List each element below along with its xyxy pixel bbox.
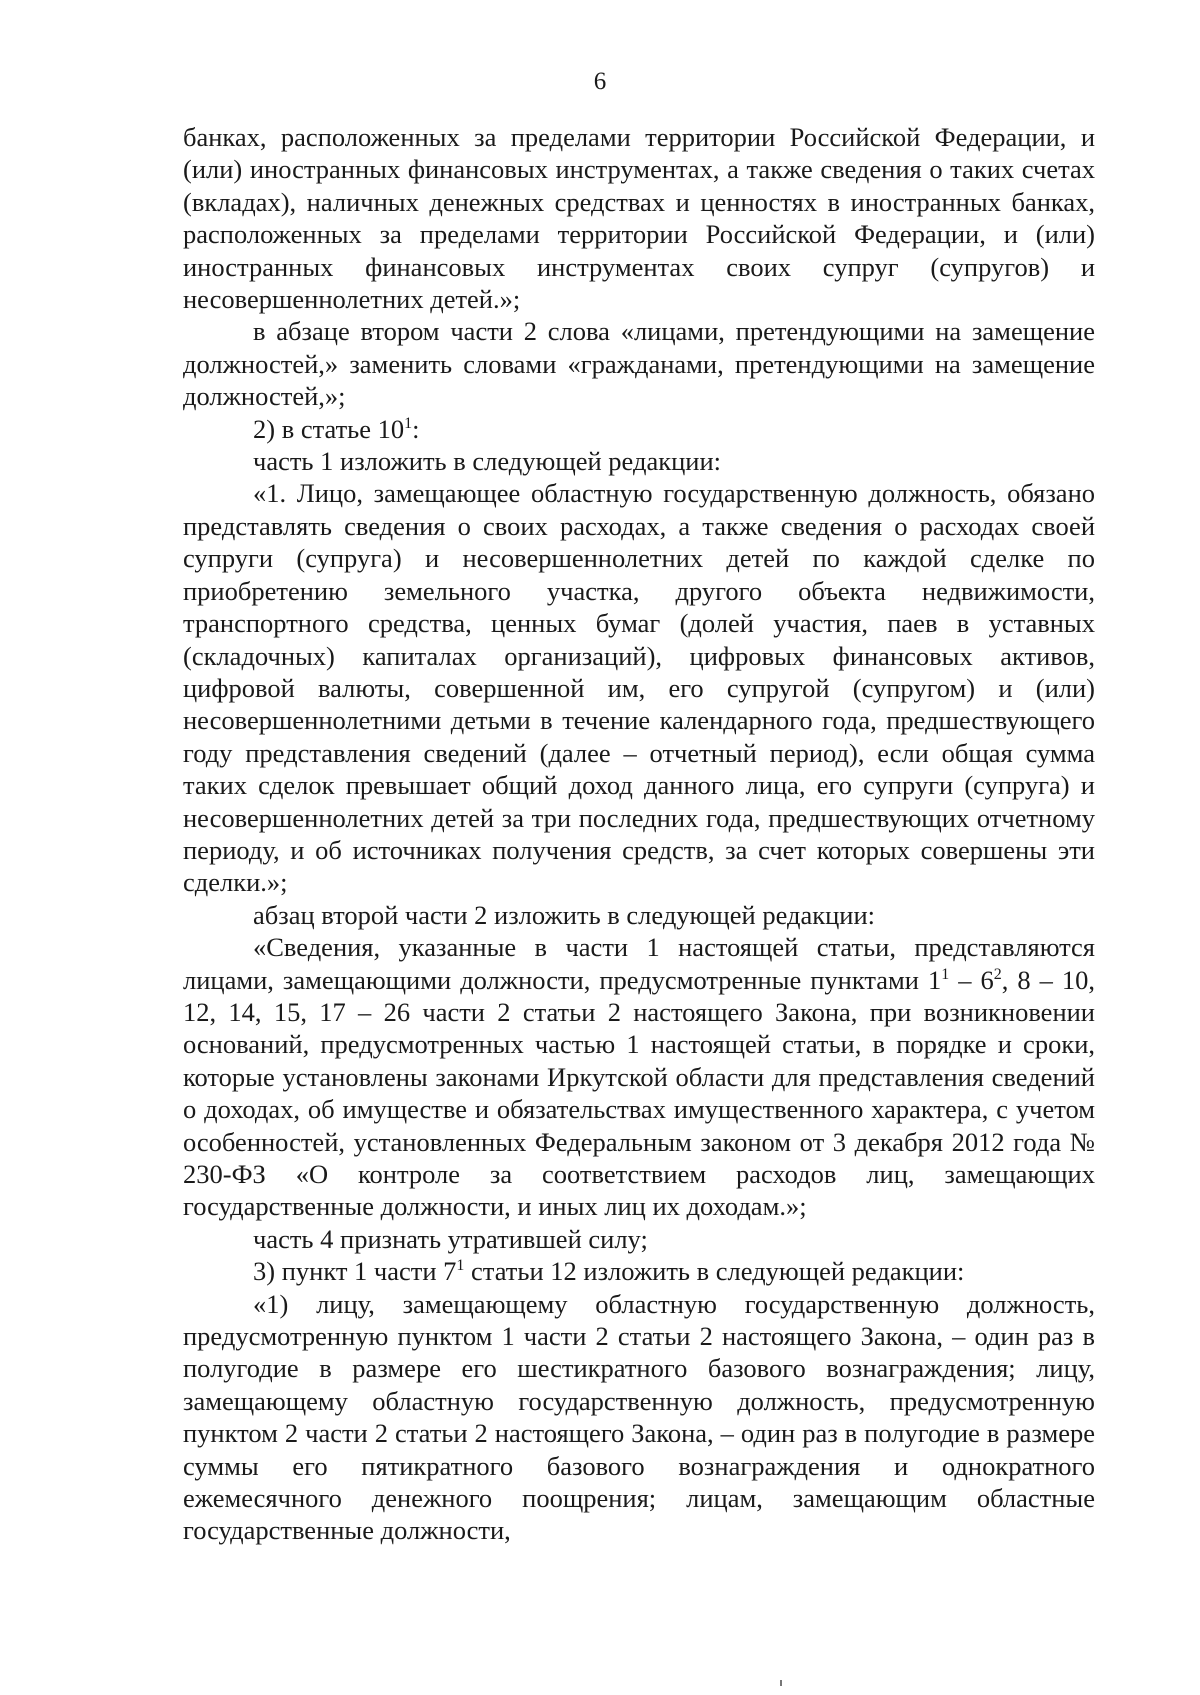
superscript: 1 xyxy=(404,414,413,432)
superscript: 2 xyxy=(993,965,1002,983)
paragraph-part2-text xyxy=(183,931,1095,1223)
part2-text-c: , 8 – 10, 12, 14, 15, 17 – 26 части 2 статьи 2 настоящего Закона, при возникновении оснований, предусмотренных частью 1 настоящей статьи, в порядке и сроки, которые установлены законами Иркутской области для представления сведений о доходах, об имуществе и обязательствах имущественного характера, с учетом особенностей, установленных Федеральным законом от 3 декабря 2012 года № 230-ФЗ «О контроле за соответствием расходов лиц, замещающих государственные должности, и иных лиц их доходам.»; xyxy=(183,964,1096,1222)
paragraph-article-12 xyxy=(183,1255,1095,1287)
article12-text-a: 3) пункт 1 части 7 xyxy=(253,1256,457,1287)
paragraph-article-10-1 xyxy=(183,413,1095,445)
paragraph-amendment-part2: в абзаце втором части 2 слова «лицами, претендующими на замещение должностей,» заменить словами «гражданами, претендующими на замещение должностей,»; xyxy=(183,316,1095,412)
document-body xyxy=(183,121,1095,1547)
page-number: 6 xyxy=(593,68,607,95)
article12-text-b: статьи 12 изложить в следующей редакции: xyxy=(464,1256,965,1287)
paragraph-part1-instruction: часть 1 изложить в следующей редакции: xyxy=(253,446,721,477)
superscript: 1 xyxy=(456,1257,465,1275)
paragraph-continuation: банках, расположенных за пределами территории Российской Федерации, и (или) иностранных финансовых инструментах, а также сведения о таких счетах (вкладах), наличных денежных средствах и ценностях в иностранных банках, расположенных за пределами территории Российской Федерации, и (или) иностранных финансовых инструментах своих супруг (супругов) и несовершеннолетних детей.»; xyxy=(183,122,1095,315)
superscript: 1 xyxy=(941,965,950,983)
part2-text-a: «Сведения, указанные в части 1 настоящей статьи, представляются лицами, замещающими должности, предусмотренные пунктами 1 xyxy=(183,932,1095,995)
article-ref-text: 2) в статье 10 xyxy=(253,413,405,444)
paragraph-part1-text: «1. Лицо, замещающее областную государственную должность, обязано представлять сведения о своих расходах, а также сведения о расходах своей супруги (супруга) и несовершеннолетних детей по каждой сделке по приобретению земельного участка, другого объекта недвижимости, транспортного средства, ценных бумаг (долей участия, паев в уставных (складочных) капиталах организаций), цифровых финансовых активов, цифровой валюты, совершенной им, его супругой (супругом) и (или) несовершеннолетними детьми в течение календарного года, предшествующего году представления сведений (далее – отчетный период), если общая сумма таких сделок превышает общий доход данного лица, его супруги (супруга) и несовершеннолетних детей за три последних года, предшествующих отчетному периоду, и об источниках получения средств, за счет которых совершены эти сделки.»; xyxy=(183,478,1095,898)
paragraph-part2-instruction: абзац второй части 2 изложить в следующей редакции: xyxy=(253,899,876,930)
scan-artifact xyxy=(780,1680,782,1686)
paragraph-point1-text: «1) лицу, замещающему областную государственную должность, предусмотренную пунктом 1 части 2 статьи 2 настоящего Закона, – один раз в полугодие в размере его шестикратного базового вознаграждения; лицу, замещающему областную государственную должность, предусмотренную пунктом 2 части 2 статьи 2 настоящего Закона, – один раз в полугодие в размере суммы его пятикратного базового вознаграждения и однократного ежемесячного денежного поощрения; лицам, замещающим областные государственные должности, xyxy=(183,1288,1095,1546)
paragraph-part4-repeal: часть 4 признать утратившей силу; xyxy=(253,1223,648,1254)
article-ref-colon: : xyxy=(412,413,420,444)
part2-text-b: – 6 xyxy=(949,964,994,995)
